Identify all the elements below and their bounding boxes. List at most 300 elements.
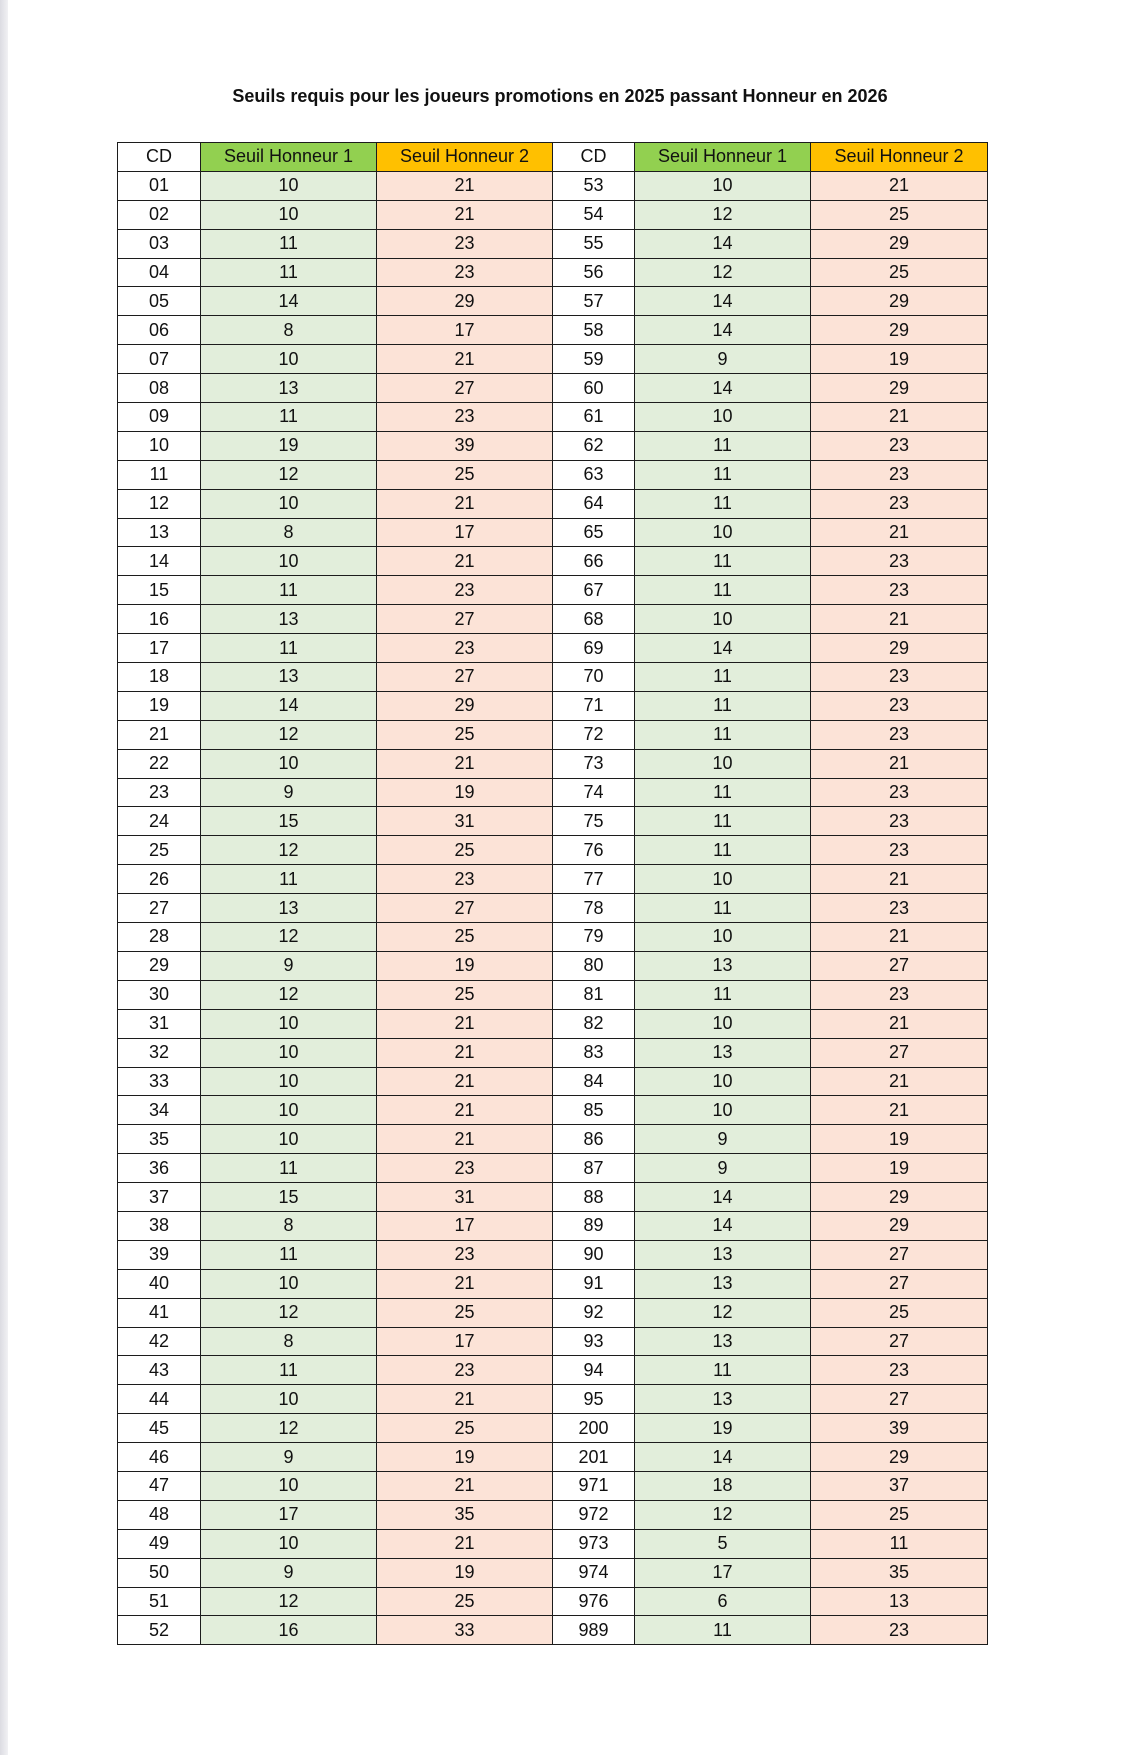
seuil-honneur-2-cell: 25: [377, 980, 553, 1009]
table-row: [118, 1067, 988, 1096]
seuil-honneur-1-cell: 11: [201, 1240, 377, 1269]
seuil-honneur-2-cell: 19: [811, 1154, 988, 1183]
table-row: [118, 576, 988, 605]
cd-cell: 200: [553, 1414, 635, 1443]
table-row: [118, 836, 988, 865]
table-row: [118, 1269, 988, 1298]
cd-cell: 76: [553, 836, 635, 865]
cd-cell: 36: [118, 1154, 201, 1183]
table-row: [118, 374, 988, 403]
table-row: [118, 1183, 988, 1212]
seuil-honneur-2-cell: 21: [377, 171, 553, 200]
seuil-honneur-2-cell: 27: [377, 894, 553, 923]
seuil-honneur-1-cell: 11: [201, 1154, 377, 1183]
cd-cell: 19: [118, 691, 201, 720]
cd-cell: 07: [118, 345, 201, 374]
cd-cell: 60: [553, 374, 635, 403]
seuil-honneur-1-cell: 11: [635, 720, 811, 749]
header-seuil-honneur-1-left: Seuil Honneur 1: [201, 143, 377, 172]
seuil-honneur-1-cell: 12: [635, 200, 811, 229]
seuil-honneur-1-cell: 8: [201, 316, 377, 345]
seuil-honneur-2-cell: 23: [811, 1356, 988, 1385]
cd-cell: 13: [118, 518, 201, 547]
seuil-honneur-1-cell: 10: [635, 171, 811, 200]
cd-cell: 69: [553, 634, 635, 663]
seuil-honneur-1-cell: 14: [635, 287, 811, 316]
cd-cell: 40: [118, 1269, 201, 1298]
seuil-honneur-1-cell: 11: [635, 807, 811, 836]
cd-cell: 05: [118, 287, 201, 316]
seuil-honneur-2-cell: 19: [811, 1125, 988, 1154]
cd-cell: 48: [118, 1500, 201, 1529]
seuil-honneur-1-cell: 10: [201, 1038, 377, 1067]
seuil-honneur-1-cell: 10: [635, 923, 811, 952]
seuil-honneur-1-cell: 15: [201, 1183, 377, 1212]
seuil-honneur-2-cell: 23: [811, 778, 988, 807]
seuil-honneur-2-cell: 27: [377, 663, 553, 692]
seuil-honneur-2-cell: 39: [377, 431, 553, 460]
seuil-honneur-2-cell: 31: [377, 1183, 553, 1212]
table-row: [118, 460, 988, 489]
seuil-honneur-2-cell: 21: [377, 547, 553, 576]
seuil-honneur-2-cell: 21: [811, 923, 988, 952]
seuil-honneur-2-cell: 21: [377, 1471, 553, 1500]
cd-cell: 24: [118, 807, 201, 836]
table-row: [118, 1038, 988, 1067]
seuil-honneur-1-cell: 13: [635, 1269, 811, 1298]
seuil-honneur-1-cell: 14: [635, 374, 811, 403]
seuil-honneur-1-cell: 14: [635, 229, 811, 258]
cd-cell: 64: [553, 489, 635, 518]
table-row: [118, 634, 988, 663]
cd-cell: 77: [553, 865, 635, 894]
table-row: [118, 258, 988, 287]
cd-cell: 59: [553, 345, 635, 374]
seuil-honneur-2-cell: 25: [377, 1587, 553, 1616]
seuil-honneur-2-cell: 23: [811, 691, 988, 720]
seuil-honneur-1-cell: 11: [635, 1356, 811, 1385]
seuil-honneur-2-cell: 23: [811, 836, 988, 865]
cd-cell: 34: [118, 1096, 201, 1125]
seuil-honneur-2-cell: 25: [377, 836, 553, 865]
seuil-honneur-1-cell: 9: [201, 1558, 377, 1587]
seuil-honneur-1-cell: 12: [201, 1587, 377, 1616]
seuil-honneur-1-cell: 11: [201, 1356, 377, 1385]
cd-cell: 21: [118, 720, 201, 749]
seuil-honneur-2-cell: 23: [377, 1240, 553, 1269]
seuil-honneur-2-cell: 35: [811, 1558, 988, 1587]
cd-cell: 95: [553, 1385, 635, 1414]
seuil-honneur-2-cell: 29: [811, 1443, 988, 1472]
seuil-honneur-1-cell: 13: [635, 1038, 811, 1067]
table-row: [118, 980, 988, 1009]
seuil-honneur-2-cell: 31: [377, 807, 553, 836]
cd-cell: 67: [553, 576, 635, 605]
cd-cell: 70: [553, 663, 635, 692]
seuil-honneur-1-cell: 8: [201, 1211, 377, 1240]
cd-cell: 73: [553, 749, 635, 778]
seuil-honneur-1-cell: 12: [635, 1298, 811, 1327]
table-row: [118, 865, 988, 894]
cd-cell: 89: [553, 1211, 635, 1240]
cd-cell: 17: [118, 634, 201, 663]
cd-cell: 58: [553, 316, 635, 345]
seuil-honneur-2-cell: 29: [811, 374, 988, 403]
cd-cell: 57: [553, 287, 635, 316]
seuil-honneur-2-cell: 23: [377, 634, 553, 663]
cd-cell: 971: [553, 1471, 635, 1500]
table-row: [118, 807, 988, 836]
seuil-honneur-2-cell: 25: [377, 1298, 553, 1327]
table-row: [118, 171, 988, 200]
seuil-honneur-2-cell: 19: [811, 345, 988, 374]
table-row: [118, 1414, 988, 1443]
cd-cell: 86: [553, 1125, 635, 1154]
cd-cell: 02: [118, 200, 201, 229]
cd-cell: 53: [553, 171, 635, 200]
table-body: [118, 143, 988, 1645]
seuil-honneur-1-cell: 17: [201, 1500, 377, 1529]
seuil-honneur-2-cell: 27: [377, 374, 553, 403]
seuil-honneur-1-cell: 11: [635, 547, 811, 576]
seuil-honneur-1-cell: 10: [201, 1529, 377, 1558]
seuil-honneur-1-cell: 10: [201, 345, 377, 374]
cd-cell: 75: [553, 807, 635, 836]
cd-cell: 65: [553, 518, 635, 547]
seuil-honneur-1-cell: 11: [201, 576, 377, 605]
seuil-honneur-1-cell: 10: [201, 1471, 377, 1500]
seuil-honneur-2-cell: 29: [811, 634, 988, 663]
cd-cell: 42: [118, 1327, 201, 1356]
seuil-honneur-2-cell: 29: [811, 1183, 988, 1212]
table-row: [118, 1587, 988, 1616]
seuil-honneur-1-cell: 12: [201, 980, 377, 1009]
seuil-honneur-1-cell: 11: [635, 778, 811, 807]
seuil-honneur-2-cell: 25: [811, 258, 988, 287]
seuil-honneur-1-cell: 11: [635, 576, 811, 605]
cd-cell: 92: [553, 1298, 635, 1327]
seuil-honneur-1-cell: 10: [635, 865, 811, 894]
cd-cell: 52: [118, 1616, 201, 1645]
seuil-honneur-2-cell: 23: [377, 403, 553, 432]
cd-cell: 989: [553, 1616, 635, 1645]
cd-cell: 18: [118, 663, 201, 692]
table-row: [118, 1096, 988, 1125]
seuil-honneur-2-cell: 27: [811, 951, 988, 980]
seuil-honneur-2-cell: 19: [377, 778, 553, 807]
cd-cell: 56: [553, 258, 635, 287]
seuil-honneur-1-cell: 13: [201, 374, 377, 403]
seuil-honneur-2-cell: 23: [811, 489, 988, 518]
cd-cell: 01: [118, 171, 201, 200]
seuil-honneur-2-cell: 25: [377, 923, 553, 952]
seuil-honneur-1-cell: 10: [635, 749, 811, 778]
seuil-honneur-1-cell: 10: [635, 1096, 811, 1125]
seuil-honneur-2-cell: 27: [811, 1269, 988, 1298]
cd-cell: 09: [118, 403, 201, 432]
table-row: [118, 1443, 988, 1472]
seuil-honneur-1-cell: 10: [201, 1096, 377, 1125]
seuil-honneur-2-cell: 23: [377, 258, 553, 287]
cd-cell: 973: [553, 1529, 635, 1558]
table-row: [118, 431, 988, 460]
seuil-honneur-1-cell: 12: [201, 923, 377, 952]
seuil-honneur-2-cell: 21: [377, 1096, 553, 1125]
seuil-honneur-2-cell: 21: [377, 749, 553, 778]
seuil-honneur-2-cell: 27: [377, 605, 553, 634]
seuil-honneur-1-cell: 14: [635, 634, 811, 663]
cd-cell: 15: [118, 576, 201, 605]
cd-cell: 91: [553, 1269, 635, 1298]
cd-cell: 38: [118, 1211, 201, 1240]
seuil-honneur-2-cell: 29: [811, 229, 988, 258]
seuil-honneur-2-cell: 23: [811, 894, 988, 923]
seuil-honneur-2-cell: 21: [377, 1038, 553, 1067]
seuil-honneur-2-cell: 27: [811, 1038, 988, 1067]
seuil-honneur-1-cell: 10: [201, 200, 377, 229]
seuil-honneur-2-cell: 25: [811, 200, 988, 229]
seuil-honneur-1-cell: 11: [635, 663, 811, 692]
seuil-honneur-2-cell: 21: [377, 1009, 553, 1038]
seuil-honneur-1-cell: 10: [201, 1269, 377, 1298]
seuil-honneur-1-cell: 11: [635, 691, 811, 720]
seuil-honneur-1-cell: 10: [635, 605, 811, 634]
table-row: [118, 200, 988, 229]
seuil-honneur-1-cell: 11: [635, 489, 811, 518]
table-row: [118, 1558, 988, 1587]
cd-cell: 87: [553, 1154, 635, 1183]
seuil-honneur-2-cell: 17: [377, 1327, 553, 1356]
seuil-honneur-2-cell: 21: [377, 1529, 553, 1558]
seuil-honneur-1-cell: 11: [635, 431, 811, 460]
cd-cell: 06: [118, 316, 201, 345]
cd-cell: 27: [118, 894, 201, 923]
table-row: [118, 489, 988, 518]
table-row: [118, 691, 988, 720]
seuil-honneur-1-cell: 9: [201, 778, 377, 807]
seuil-honneur-1-cell: 13: [635, 1385, 811, 1414]
seuil-honneur-1-cell: 10: [201, 547, 377, 576]
cd-cell: 10: [118, 431, 201, 460]
cd-cell: 45: [118, 1414, 201, 1443]
seuil-honneur-1-cell: 11: [635, 460, 811, 489]
seuil-honneur-2-cell: 23: [377, 229, 553, 258]
seuil-honneur-2-cell: 19: [377, 951, 553, 980]
cd-cell: 12: [118, 489, 201, 518]
seuil-honneur-1-cell: 13: [635, 1327, 811, 1356]
table-row: [118, 345, 988, 374]
seuil-honneur-1-cell: 10: [201, 171, 377, 200]
seuil-honneur-1-cell: 12: [201, 720, 377, 749]
seuil-honneur-2-cell: 23: [811, 547, 988, 576]
seuil-honneur-2-cell: 21: [811, 865, 988, 894]
seuil-honneur-2-cell: 33: [377, 1616, 553, 1645]
seuil-honneur-2-cell: 23: [811, 980, 988, 1009]
cd-cell: 63: [553, 460, 635, 489]
table-row: [118, 1385, 988, 1414]
seuil-honneur-1-cell: 9: [635, 1154, 811, 1183]
seuil-honneur-1-cell: 13: [635, 1240, 811, 1269]
cd-cell: 74: [553, 778, 635, 807]
seuil-honneur-1-cell: 13: [201, 663, 377, 692]
seuil-honneur-1-cell: 10: [201, 1067, 377, 1096]
seuil-honneur-2-cell: 25: [377, 720, 553, 749]
table-row: [118, 778, 988, 807]
seuil-honneur-2-cell: 21: [811, 1009, 988, 1038]
cd-cell: 71: [553, 691, 635, 720]
seuil-honneur-2-cell: 29: [377, 691, 553, 720]
page-edge-shadow: [0, 0, 8, 1755]
seuil-honneur-1-cell: 11: [201, 865, 377, 894]
seuil-honneur-2-cell: 23: [377, 576, 553, 605]
table-row: [118, 1500, 988, 1529]
seuil-honneur-1-cell: 10: [635, 1067, 811, 1096]
header-seuil-honneur-2-right: Seuil Honneur 2: [811, 143, 988, 172]
cd-cell: 31: [118, 1009, 201, 1038]
seuil-honneur-1-cell: 15: [201, 807, 377, 836]
cd-cell: 11: [118, 460, 201, 489]
seuil-honneur-1-cell: 5: [635, 1529, 811, 1558]
cd-cell: 94: [553, 1356, 635, 1385]
table-row: [118, 1327, 988, 1356]
seuil-honneur-1-cell: 13: [201, 605, 377, 634]
cd-cell: 30: [118, 980, 201, 1009]
table-row: [118, 1529, 988, 1558]
seuil-honneur-2-cell: 23: [811, 431, 988, 460]
seuil-honneur-2-cell: 19: [377, 1558, 553, 1587]
seuil-honneur-1-cell: 10: [201, 1125, 377, 1154]
seuil-honneur-1-cell: 14: [635, 316, 811, 345]
seuil-honneur-1-cell: 11: [201, 634, 377, 663]
cd-cell: 47: [118, 1471, 201, 1500]
cd-cell: 72: [553, 720, 635, 749]
cd-cell: 25: [118, 836, 201, 865]
seuil-honneur-1-cell: 8: [201, 1327, 377, 1356]
seuil-honneur-1-cell: 18: [635, 1471, 811, 1500]
seuil-honneur-2-cell: 21: [377, 1067, 553, 1096]
seuil-honneur-1-cell: 10: [201, 749, 377, 778]
seuil-honneur-2-cell: 21: [377, 200, 553, 229]
seuil-honneur-1-cell: 12: [201, 460, 377, 489]
header-seuil-honneur-1-right: Seuil Honneur 1: [635, 143, 811, 172]
cd-cell: 81: [553, 980, 635, 1009]
seuil-honneur-2-cell: 21: [377, 1125, 553, 1154]
cd-cell: 35: [118, 1125, 201, 1154]
seuil-honneur-1-cell: 8: [201, 518, 377, 547]
seuil-honneur-2-cell: 23: [811, 460, 988, 489]
cd-cell: 50: [118, 1558, 201, 1587]
seuil-honneur-1-cell: 11: [635, 894, 811, 923]
seuil-honneur-2-cell: 23: [811, 576, 988, 605]
seuil-honneur-2-cell: 11: [811, 1529, 988, 1558]
table-row: [118, 1471, 988, 1500]
seuil-honneur-1-cell: 17: [635, 1558, 811, 1587]
cd-cell: 66: [553, 547, 635, 576]
seuil-honneur-2-cell: 21: [377, 1385, 553, 1414]
cd-cell: 976: [553, 1587, 635, 1616]
seuil-honneur-1-cell: 12: [635, 1500, 811, 1529]
table-row: [118, 1211, 988, 1240]
seuil-honneur-1-cell: 10: [201, 1009, 377, 1038]
header-seuil-honneur-2-left: Seuil Honneur 2: [377, 143, 553, 172]
seuil-honneur-1-cell: 14: [635, 1443, 811, 1472]
table-header-row: [118, 143, 988, 172]
cd-cell: 83: [553, 1038, 635, 1067]
seuil-honneur-2-cell: 21: [377, 345, 553, 374]
page-title: Seuils requis pour les joueurs promotions en 2025 passant Honneur en 2026: [232, 86, 888, 106]
seuil-honneur-2-cell: 21: [811, 1067, 988, 1096]
seuil-honneur-1-cell: 12: [201, 1298, 377, 1327]
table-row: [118, 1356, 988, 1385]
seuil-honneur-1-cell: 10: [635, 518, 811, 547]
seuil-honneur-1-cell: 11: [201, 403, 377, 432]
seuil-honneur-1-cell: 12: [635, 258, 811, 287]
seuil-honneur-1-cell: 19: [635, 1414, 811, 1443]
seuil-honneur-2-cell: 23: [377, 1356, 553, 1385]
cd-cell: 62: [553, 431, 635, 460]
seuil-honneur-2-cell: 13: [811, 1587, 988, 1616]
seuil-honneur-1-cell: 9: [635, 345, 811, 374]
seuil-honneur-1-cell: 11: [201, 229, 377, 258]
cd-cell: 32: [118, 1038, 201, 1067]
table-row: [118, 1616, 988, 1645]
seuil-honneur-2-cell: 27: [811, 1240, 988, 1269]
seuil-honneur-1-cell: 12: [201, 1414, 377, 1443]
seuil-honneur-2-cell: 37: [811, 1471, 988, 1500]
table-row: [118, 1240, 988, 1269]
seuil-honneur-1-cell: 14: [635, 1211, 811, 1240]
seuil-honneur-2-cell: 23: [811, 1616, 988, 1645]
table-row: [118, 1298, 988, 1327]
seuil-honneur-2-cell: 23: [811, 720, 988, 749]
cd-cell: 08: [118, 374, 201, 403]
cd-cell: 14: [118, 547, 201, 576]
seuil-honneur-2-cell: 17: [377, 316, 553, 345]
seuil-honneur-1-cell: 10: [635, 403, 811, 432]
seuil-honneur-2-cell: 35: [377, 1500, 553, 1529]
seuil-honneur-1-cell: 19: [201, 431, 377, 460]
cd-cell: 41: [118, 1298, 201, 1327]
seuil-honneur-2-cell: 17: [377, 1211, 553, 1240]
table-row: [118, 749, 988, 778]
seuil-honneur-2-cell: 25: [811, 1500, 988, 1529]
cd-cell: 46: [118, 1443, 201, 1472]
seuil-honneur-2-cell: 29: [811, 316, 988, 345]
table-row: [118, 894, 988, 923]
cd-cell: 80: [553, 951, 635, 980]
cd-cell: 16: [118, 605, 201, 634]
cd-cell: 03: [118, 229, 201, 258]
cd-cell: 55: [553, 229, 635, 258]
seuil-honneur-1-cell: 11: [635, 836, 811, 865]
table-row: [118, 1009, 988, 1038]
table-row: [118, 720, 988, 749]
cd-cell: 44: [118, 1385, 201, 1414]
seuil-honneur-1-cell: 10: [201, 489, 377, 518]
seuil-honneur-2-cell: 29: [811, 1211, 988, 1240]
cd-cell: 90: [553, 1240, 635, 1269]
seuil-honneur-2-cell: 21: [377, 1269, 553, 1298]
cd-cell: 39: [118, 1240, 201, 1269]
cd-cell: 78: [553, 894, 635, 923]
seuil-honneur-1-cell: 16: [201, 1616, 377, 1645]
header-cd-left: CD: [118, 143, 201, 172]
table-row: [118, 1125, 988, 1154]
table-row: [118, 403, 988, 432]
seuil-honneur-2-cell: 21: [377, 489, 553, 518]
cd-cell: 51: [118, 1587, 201, 1616]
seuil-honneur-2-cell: 25: [377, 1414, 553, 1443]
